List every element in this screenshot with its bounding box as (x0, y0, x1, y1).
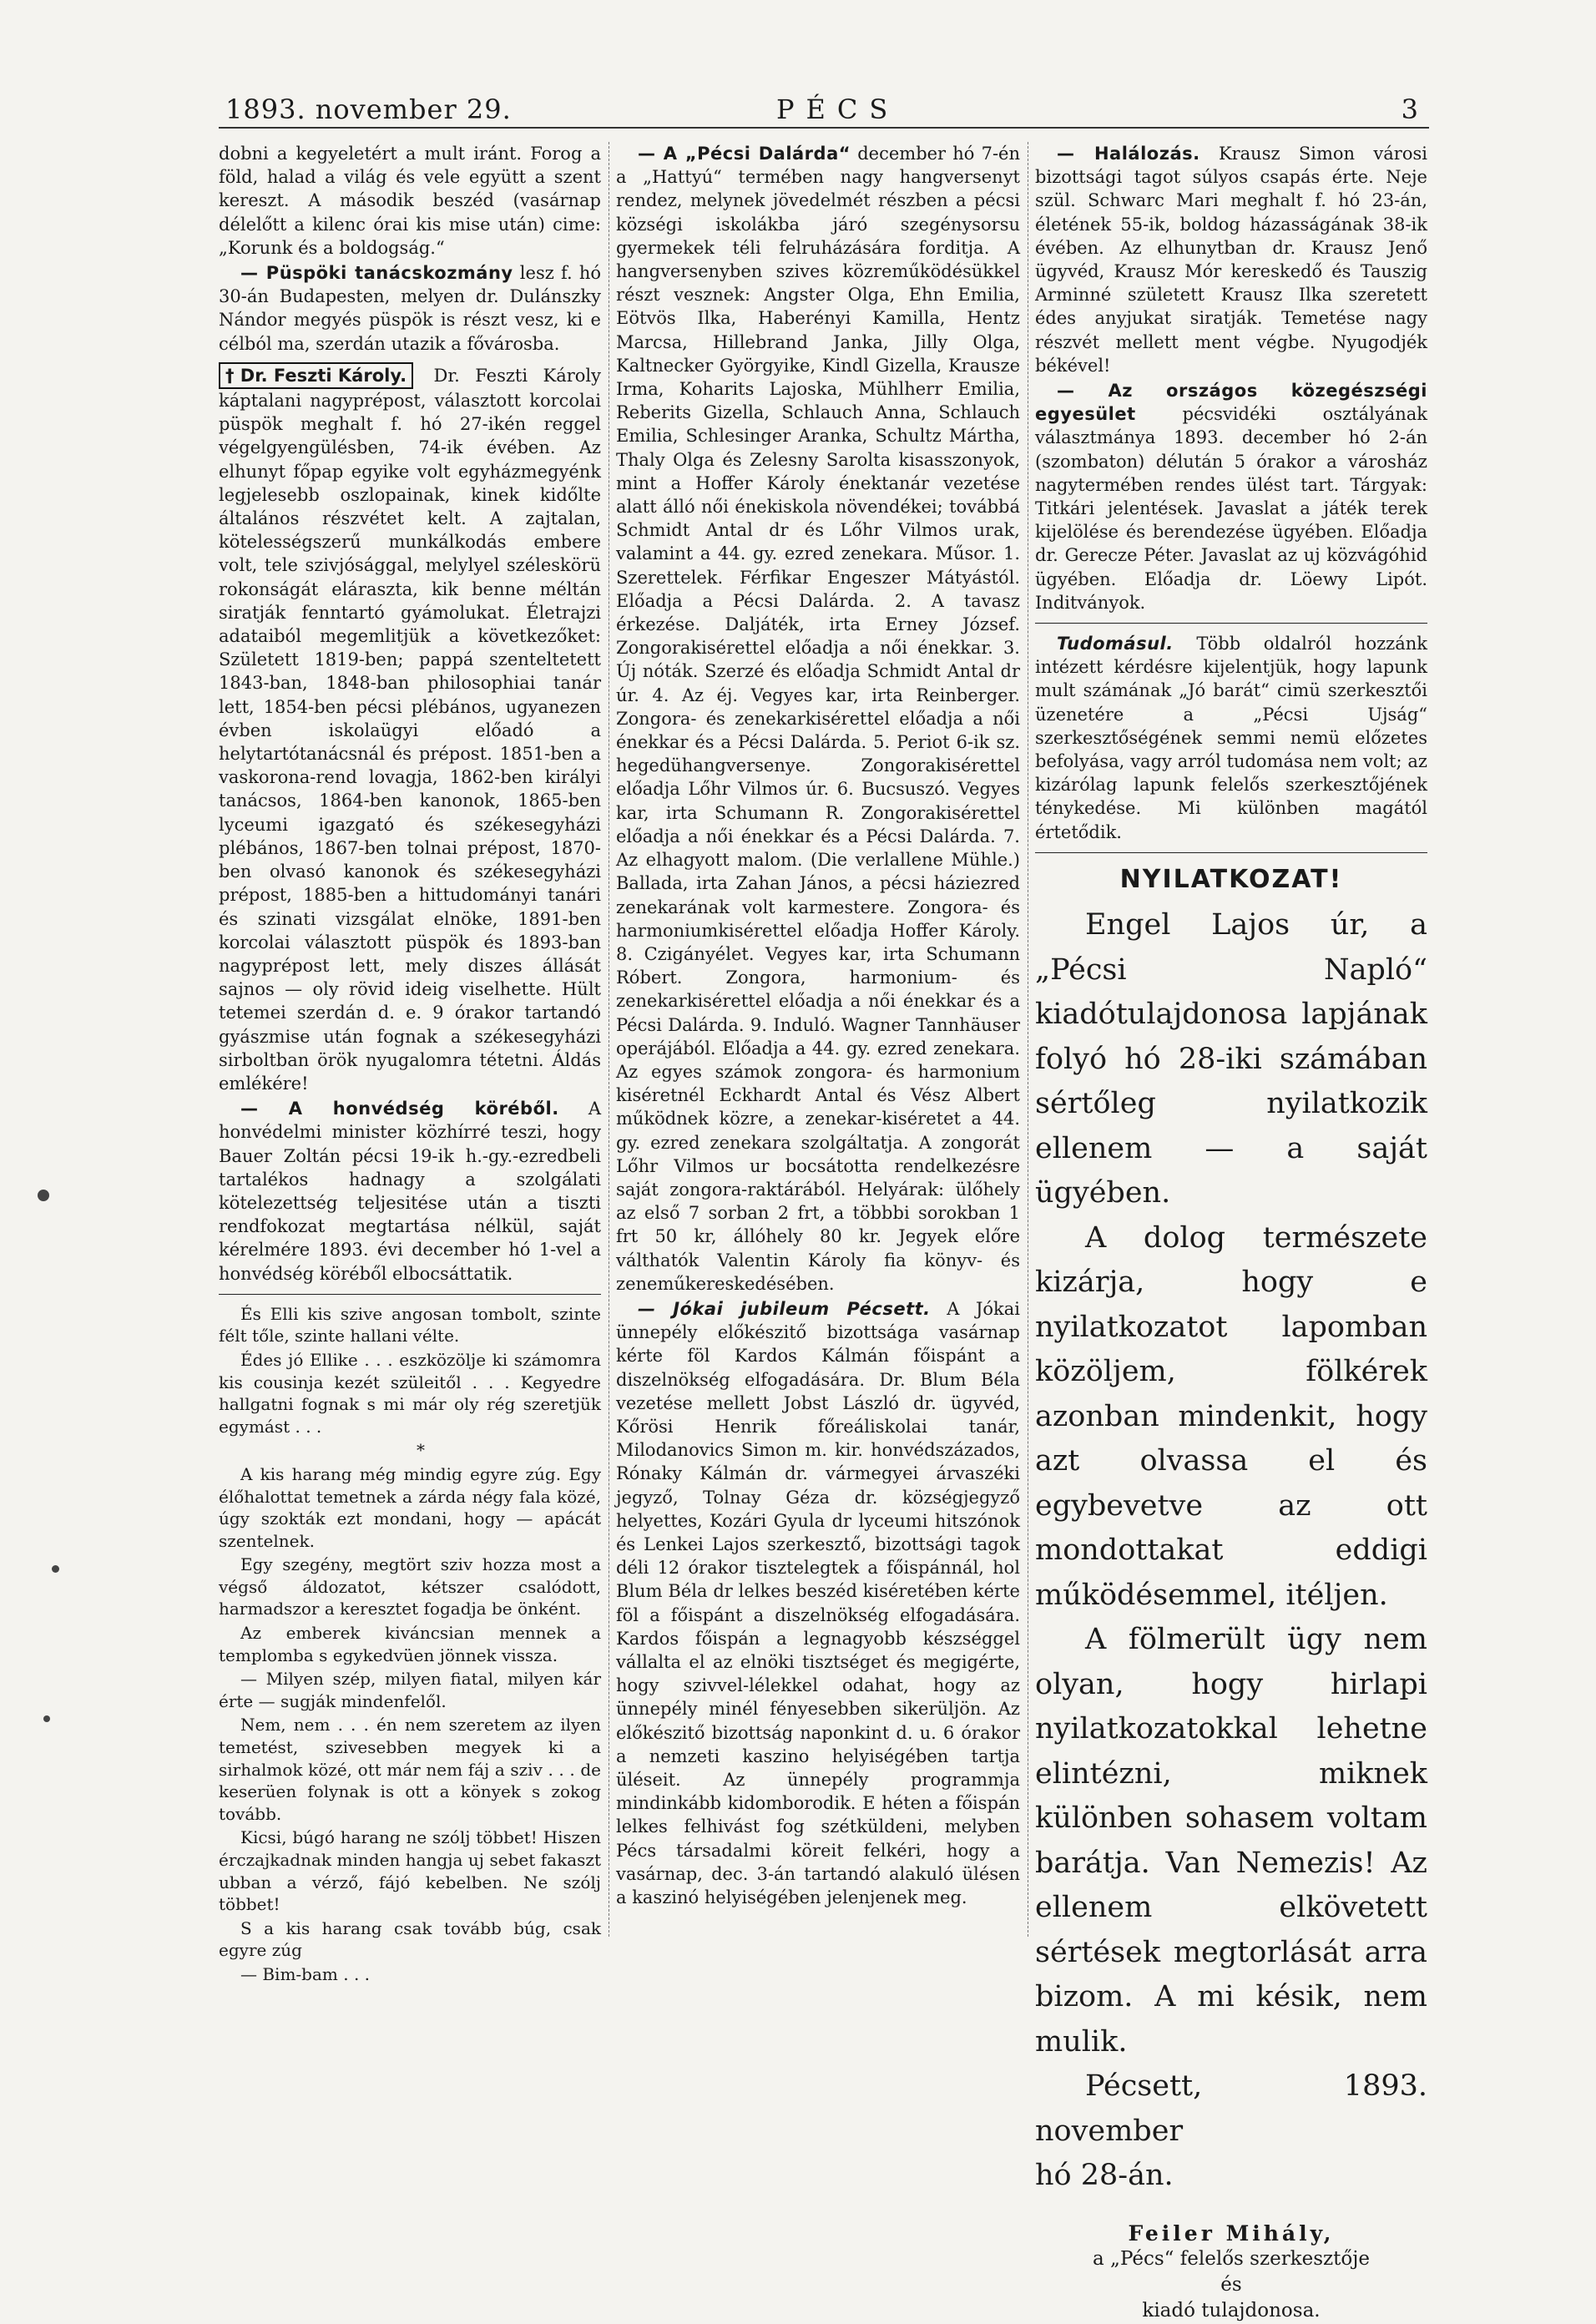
article-heading: — A „Pécsi Dalárda“ (638, 144, 851, 164)
scan-speck (38, 1190, 49, 1201)
article-text: A Jókai ünnepély előkészitő bizottsága vasárnap kérte föl Kardos Kálmán főispánt a diszelnökség elfogadására. Dr. Blum Béla vezetése mellett Jobst László dr. ügyvéd, Kőrösi Henrik főreáliskolai tanár, Milodanovics Simon m. kir. honvédszázados, Rónaky Kálmán dr. vármegyei árvaszéki jegyző, Tolnay Géza dr. községjegyző helyettes, Kozári Gyula dr lyceumi hitszónok és Lenkei Lajos szerkesztő, bizottsági tagok déli 12 órakor tisztelegtek a főispánnál, hol Blum Béla dr lelkes beszéd kiséretében kérte föl a főispánt a diszelnökség elfogadására. Kardos főispán a legnagyobb készséggel vállalta el az elnöki tisztséget és megigérte, hogy szivvel-lélekkel odahat, hogy az ünnepély minél fényesebben sikerüljön. Az előkészitő bizottság naponkint d. u. 6 órakor a nemzeti kaszino helyiségében tartja üléseit. Az ünnepély programmja mindinkább kidomborodik. E héten a főispán lelkes felhivást fog szétküldeni, melyben Pécs társadalmi köreit felkéri, hogy a vasárnap, dec. 3-án tartandó alakuló ülésen a kaszinó helyiségében jelenjenek meg. (616, 1298, 1020, 1908)
lead-paragraph: dobni a kegyeletért a mult iránt. Forog a föld, halad a világ és vele együtt a szent kereszt. A második beszéd (vasárnap délelőtt a kilenc órai kis mise után) cime: „Korunk és a boldogság.“ (219, 144, 601, 258)
feuilleton (219, 1303, 601, 1986)
signature-block (1035, 2220, 1427, 2324)
article-heading: — Jókai jubileum Pécsett. (638, 1298, 931, 1319)
feuilleton-paragraph: A kis harang még mindig egyre zúg. Egy élőhalottat temetnek a zárda négy fala közé, úgy szokták ezt mondani, hogy — apácát szentelnek. (219, 1463, 601, 1551)
article-heading: — Halálozás. (1057, 144, 1200, 164)
statement-paragraph: Engel Lajos úr, a „Pécsi Napló“ kiadótulajdonosa lapjának folyó hó 28-iki számában sértőleg nyilatkozik ellenem — a saját ügyében. (1035, 908, 1427, 1210)
column-2 (616, 142, 1020, 1911)
article-text: Dr. Feszti Károly káptalani nagyprépost, választott korcolai püspök meghalt f. hó 27-ikén reggel végelgyengülésben, 74-ik évében. Az elhunyt főpap egyike volt egyházmegyénk legjelesebb oszlopainak, kinek kidőlte általános részvétet kelt. A zajtalan, kötelességszerű munkálkodás embere volt, tele szivjósággal, melylyel széleskörü rokonságát eláraszta, kik benne méltán siratják fenntartó gyámolukat. Életrajzi adataiból megemlitjük a következőket: Született 1819-ben; pappá szenteltetett 1843-ban, 1848-ban philosophiai tanár lett, 1854-ben pécsi plébános, ugyanezen évben iskolaügyi előadó a helytartótanácsnál és prépost. 1851-ben a vaskorona-rend lovagja, 1862-ben királyi tanácsos, 1864-ben kanonok, 1865-ben lyceumi igazgató és székesegyházi plébános, 1867-ben tolnai prépost, 1870-ben olvasó kanonok és székesegyházi prépost, 1885-ben a hittudományi tanári és szinati vizsgálat elnöke, 1891-ben korcolai választott püspök és 1893-ban nagyprépost lett, mely diszes állását sajnos — oly rövid ideig viselhette. Hült tetemei szerdán d. e. 9 órakor tartandó gyászmise után fognak a székesegyházi sirboltban örök nyugalomra tétetni. Áldás emlékére! (219, 365, 601, 1094)
article-heading: — Az országos közegészségi egyesület (1035, 381, 1427, 425)
section-star: * (417, 1440, 425, 1461)
signer-role: kiadó tulajdonosa. (1142, 2299, 1321, 2321)
statement-paragraph: A fölmerült ügy nem olyan, hogy hirlapi nyilatkozatokkal lehetne elintézni, miknek különben sohasem voltam barátja. Van Nemezis! Az ellenem elkövetett sértések megtorlását arra bizom. A mi késik, nem mulik. (1035, 1623, 1427, 2059)
feuilleton-paragraph: — Bim-bam . . . (240, 1963, 371, 1984)
statement-paragraph: A dolog természete kizárja, hogy e nyilatkozatot lapomban közöljem, fölkérek azonban mindenkit, hogy azt olvassa el és egybevetve az ott mondottakat eddigi működésemmel, itéljen. (1035, 1220, 1427, 1612)
header-rule (219, 127, 1429, 129)
article-dalarda (616, 142, 1020, 1296)
article-text: Több oldalról hozzánk intézett kérdésre kijelentjük, hogy lapunk mult számának „Jó barát“ cimü szerkesztői üzenetére a „Pécsi Ujság“ szerkesztőségének semmi nemü előzetes befolyása, vagy arról tudomása nem volt; az kizárólag lapunk felelős szerkesztőjének ténykedése. Mi különben magától értetődik. (1035, 634, 1427, 842)
article-tudomasul (1035, 632, 1427, 844)
article-heading: — Püspöki tanácskozmány (240, 263, 513, 284)
page-number: 3 (1401, 93, 1419, 125)
signer-name: Feiler Mihály, (1128, 2220, 1335, 2246)
paper-title: PÉCS (776, 93, 900, 125)
article-text: A honvédelmi minister közhírré teszi, hogy Bauer Zoltán pécsi 19-ik h.-gy.-ezredbeli tartalékos hadnagy a szolgálati kötelezettség teljesitése után a tiszti rendfokozat megtartása nélkül, saját kérelmére 1893. évi december hó 1-vel a honvédség köréből elbocsáttatik. (219, 1099, 601, 1284)
article-honved (219, 1097, 601, 1286)
statement-dateline: Pécsett, 1893. november (1035, 2069, 1427, 2148)
feuilleton-paragraph: Nem, nem . . . én nem szeretem az ilyen temetést, szivesebben megyek ki a sirhalmok közé, ott már nem fáj a sziv . . . de keserüen folynak is ott a könyek s zokog tovább. (219, 1715, 601, 1824)
feuilleton-paragraph: Kicsi, búgó harang ne szólj többet! Hiszen érczajkadnak minden hangja uj sebet fakaszt ubban a vérző, fájó kebelben. Ne szólj többet! (219, 1827, 601, 1915)
article-halalozas (1035, 142, 1427, 377)
article-text: lesz f. hó 30-án Budapesten, melyen dr. Dulánszky Nándor megyés püspök is részt vesz, ki e célból ma, szerdán utazik a fővárosba. (219, 263, 601, 354)
article-text: Krausz Simon városi bizottsági tagot súlyos csapás érte. Neje szül. Schwarc Mari meghalt f. hó 23-án, életének 55-ik, boldog házasságának 38-ik évében. Az elhunytban dr. Krausz Jenő ügyvéd, Krausz Mór kereskedő és Tauszig Arminné született Krausz Ilka szeretett édes anyjukat siratják. Temetése nagy részvét mellett ment végbe. Nyugodjék békével! (1035, 144, 1427, 376)
running-head (225, 93, 1419, 127)
feuilleton-paragraph: Az emberek kiváncsian mennek a templomba s egykedvüen jönnek vissza. (219, 1623, 601, 1665)
article-puspoki (219, 261, 601, 356)
article-text: december hó 7-én a „Hattyú“ termében nagy hangversenyt rendez, melynek jövedelmét részben a pécsi községi iskolákba járó szegénysorsu gyermekek téli felruházására forditja. A hangversenyben szives közreműködésükkel részt vesznek: Angster Olga, Ehn Emilia, Eötvös Ilka, Haberényi Kamilla, Hentz Marcsa, Hillebrand Janka, Jilly Olga, Kaltnecker Györgyike, Kindl Gizella, Krausze Irma, Koharits Lajoska, Mühlherr Emilia, Reberits Gizella, Schlauch Anna, Schlauch Emilia, Schlesinger Aranka, Schultz Mártha, Thaly Olga és Zelesny Sarolta kisasszonyok, mint a Hoffer Károly énektanár vezetése alatt álló női énekiskola növendékei; továbbá Schmidt Antal dr és Lőhr Vilmos urak, valamint a 44. gy. ezred zenekara. Műsor. 1. Szerettelek. Férfikar Engeszer Mátyástól. Előadja a Pécsi Dalárda. 2. A tavasz érkezése. Daljáték, irta Erney József. Zongorakisérettel előadja a női énekkar. 3. Új nóták. Szerzé és előadja Schmidt Antal dr úr. 4. Az éj. Vegyes kar, irta Reinberger. Zongora- és zenekarkisérettel előadja a női énekkar és a Pécsi Dalárda. 5. Periot 6-ik sz. hegedühangversenye. Zongorakisérettel előadja Lőhr Vilmos úr. 6. Bucsuszó. Vegyes kar, irta Schumann R. Zongorakisérettel előadja a női énekkar és a Pécsi Dalárda. 7. Az elhagyott malom. (Die verlallene Mühle.) Ballada, irta Zahan János, a pécsi háziezred zenekarának volt karmestere. Zongora- és harmoniumkisérettel előadja Hoffer Károly. 8. Czigányélet. Vegyes kar, irta Schumann Róbert. Zongora, harmonium- és zenekarkisérettel előadja a női énekkar és a Pécsi Dalárda. 9. Induló. Wagner Tannhäuser operájából. Előadja a 44. gy. ezred zenekara. Az egyes számok zongora- és harmonium kiséretnél Eckhardt Antal és Vész Albert működnek közre, a zenekar-kiséretet a 44. gy. ezred zenekara szolgáltatja. A zongorát Lőhr Vilmos ur bocsátotta rendelkezésre saját zongora-raktárából. Helyárak: ülőhely az első 7 sorban 2 frt, a többbi sorokban 1 frt 50 kr, állóhely 80 kr. Jegyek előre válthatók Valentin Károly fia könyv- és zeneműkereskedésében. (616, 144, 1020, 1294)
scan-speck (52, 1565, 59, 1573)
feuilleton-paragraph: Egy szegény, megtört sziv hozza most a végső áldozatot, kétszer csalódott, harmadszor a keresztet fogadja be önként. (219, 1554, 601, 1619)
issue-date: 1893. november 29. (225, 93, 512, 125)
feuilleton-paragraph: — Milyen szép, milyen fiatal, milyen kár érte — sugják mindenfelől. (219, 1669, 601, 1711)
feuilleton-paragraph: S a kis harang csak tovább búg, csak egyre zúg (219, 1917, 601, 1961)
section-separator (1035, 852, 1427, 853)
obituary-heading: † Dr. Feszti Károly. (219, 362, 413, 389)
signer-role: és (1220, 2273, 1242, 2296)
article-text: pécsvidéki osztályának választmánya 1893. december hó 2-án (szombaton) délután 5 órakor a városház nagytermében rendes ülést tart. Tárgyak: Titkári jelentések. Javaslat a játék terek kijelölése és berendezése ügyében. Előadja dr. Gerecze Péter. Javaslat az uj közvágóhid ügyében. Előadja dr. Löewy Lipót. Inditványok. (1035, 404, 1427, 613)
article-egyesulet (1035, 379, 1427, 614)
statement-dateline: hó 28-án. (1035, 2159, 1174, 2193)
article-feszti (219, 362, 601, 1095)
article-heading: — A honvédség köréből. (240, 1099, 559, 1119)
feuilleton-separator (219, 1294, 601, 1295)
column-3 (1035, 142, 1427, 2324)
article-jokai (616, 1297, 1020, 1909)
article-heading: Tudomásul. (1057, 634, 1174, 654)
feuilleton-paragraph: És Elli kis szive angosan tombolt, szinte félt tőle, szinte hallani vélte. (219, 1303, 601, 1346)
feuilleton-paragraph: Édes jó Ellike . . . eszközölje ki számomra kis cousinja kezét szüleitől . . . Kegyedre hallgatni fognak s mi már oly rég szeretjük egymást . . . (219, 1349, 601, 1437)
statement-title: NYILATKOZAT! (1119, 864, 1343, 894)
section-separator (1035, 623, 1427, 624)
scan-speck (43, 1715, 50, 1722)
statement-body (1035, 903, 1427, 2199)
signer-role: a „Pécs“ felelős szerkesztője (1093, 2247, 1370, 2270)
column-1 (219, 142, 601, 1988)
